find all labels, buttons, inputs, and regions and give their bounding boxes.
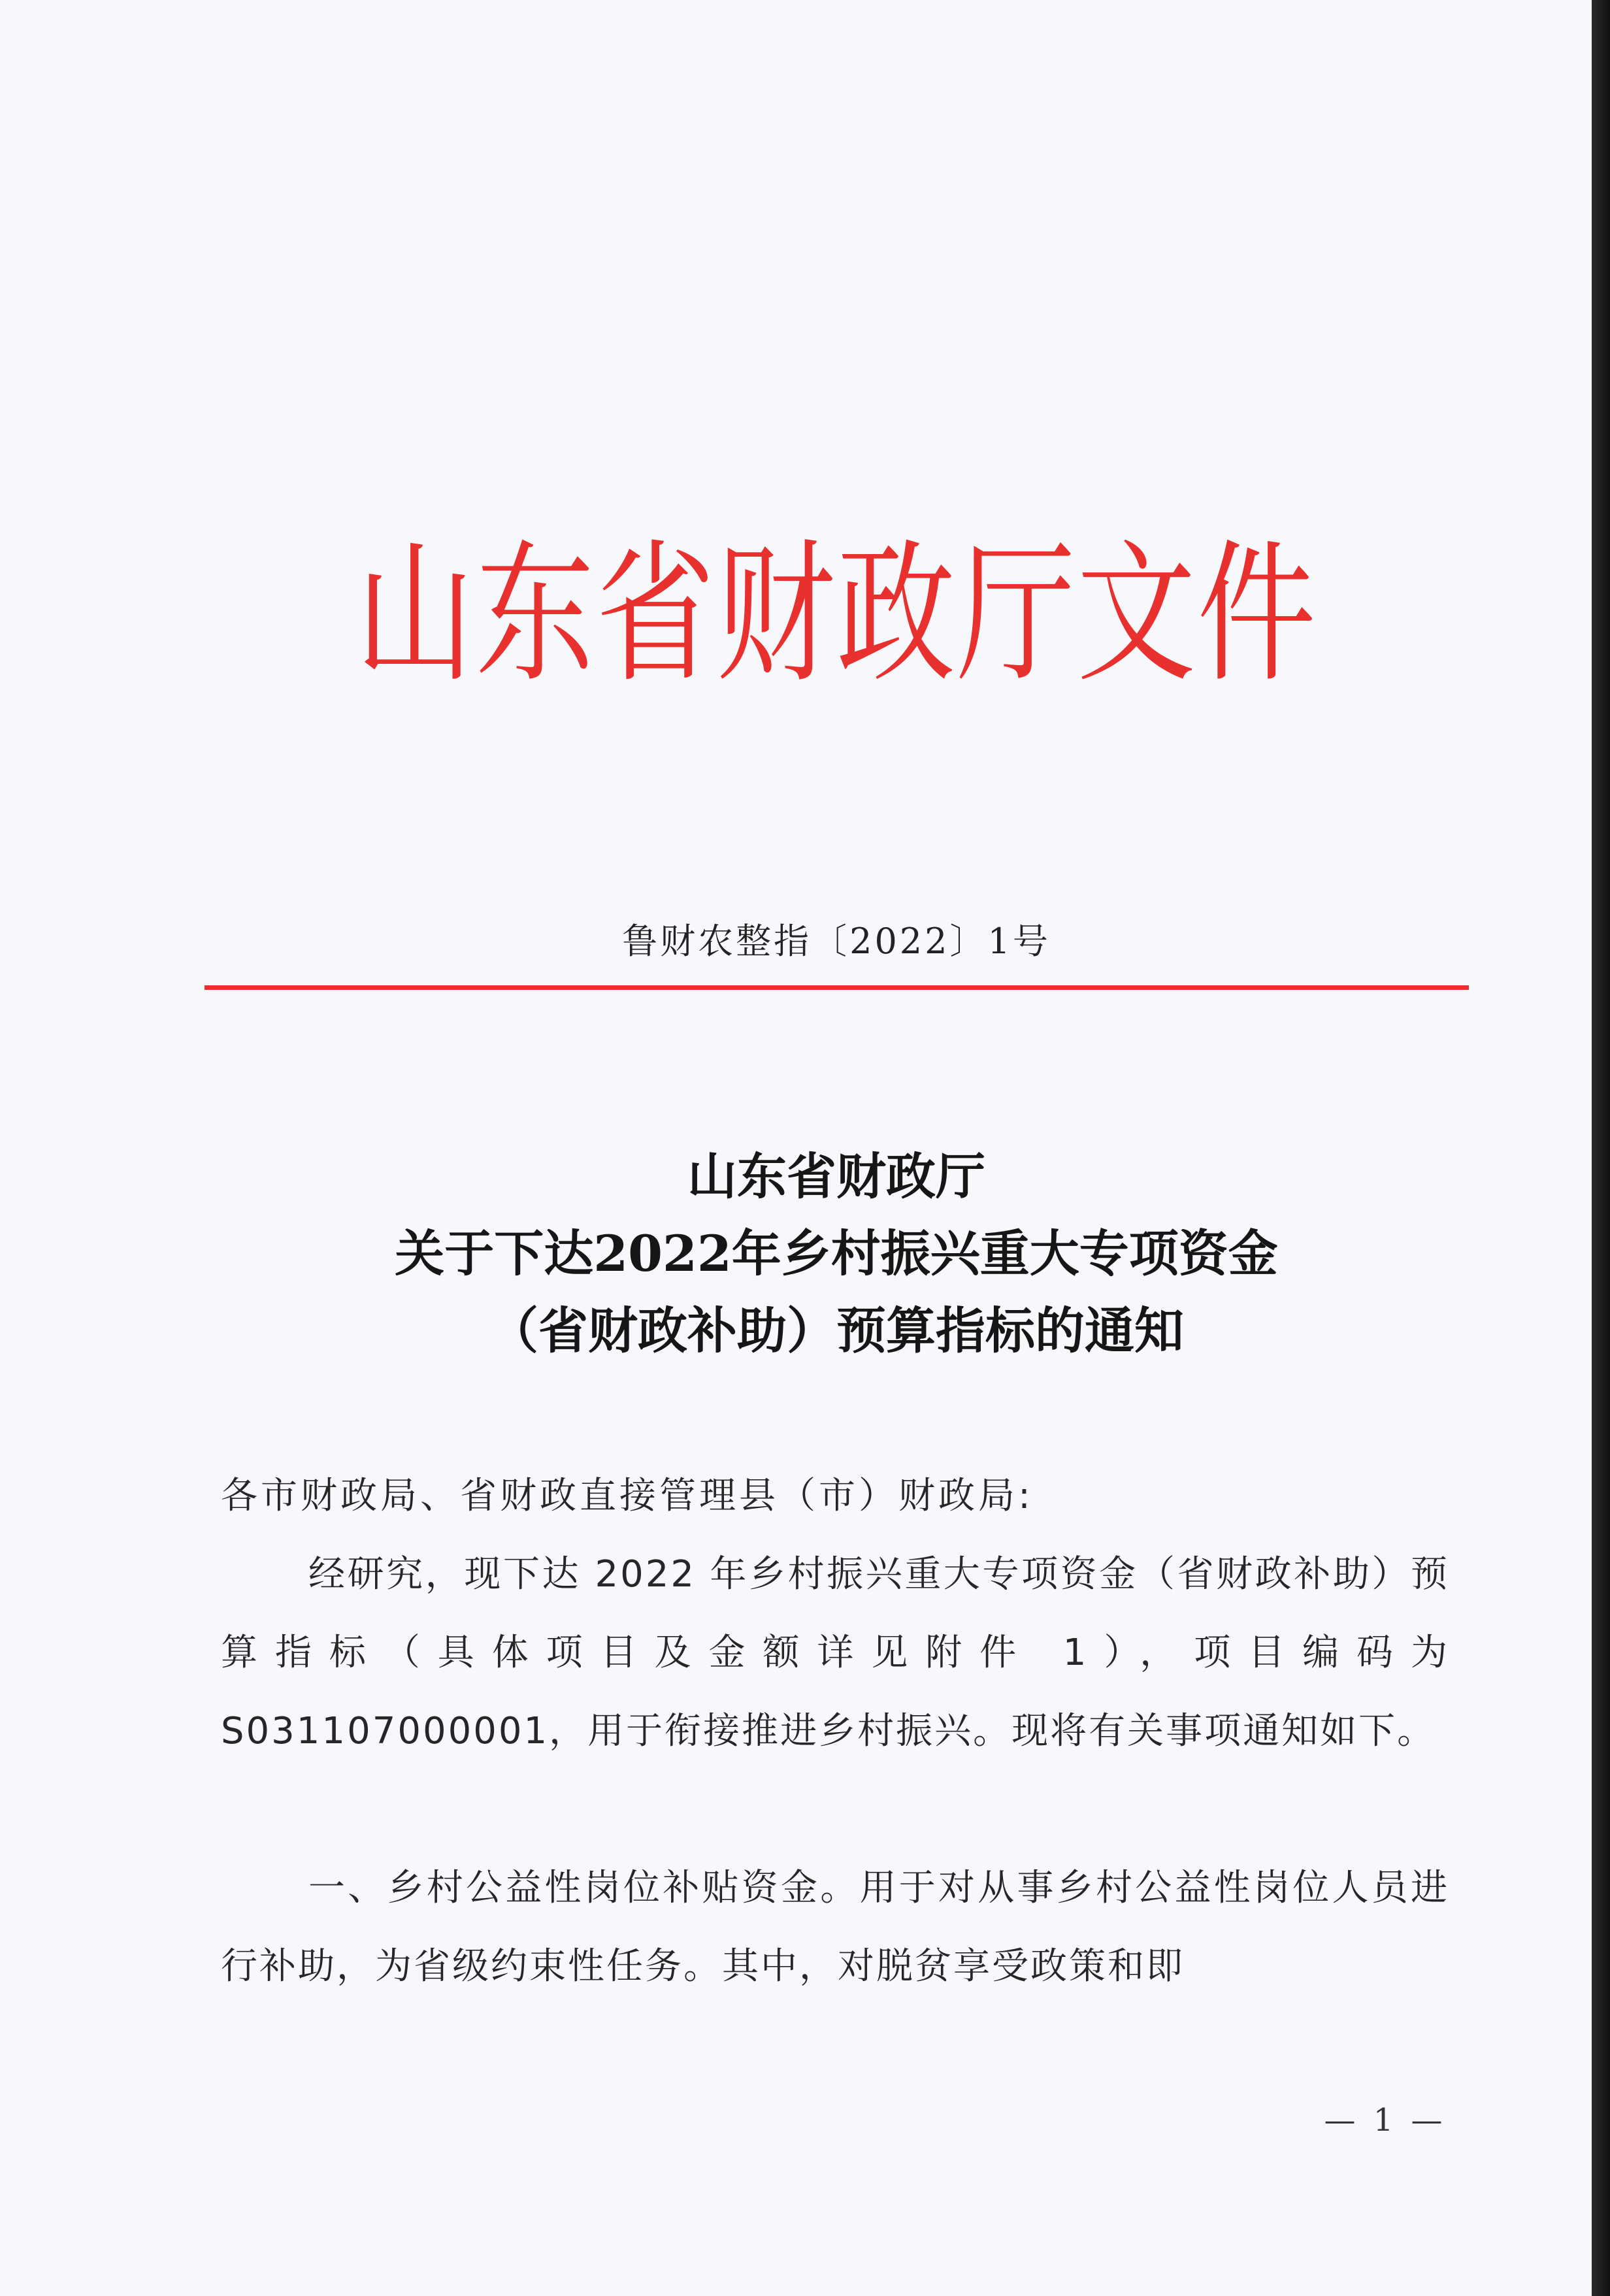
masthead-title: 山东省财政厅文件 bbox=[355, 525, 1317, 703]
red-separator-line bbox=[205, 985, 1469, 990]
title-line-3: （省财政补助）预算指标的通知 bbox=[489, 1302, 1184, 1360]
body-paragraph-2: 一、乡村公益性岗位补贴资金。用于对从事乡村公益性岗位人员进行补助，为省级约束性任务。其中，对脱贫享受政策和即 bbox=[221, 1867, 1449, 1988]
page-number: — 1 — bbox=[1324, 2102, 1447, 2139]
title-line-1: 山东省财政厅 bbox=[687, 1147, 985, 1205]
scan-edge bbox=[1592, 0, 1610, 2296]
title-line-2: 关于下达2022年乡村振兴重大专项资金 bbox=[395, 1224, 1278, 1283]
notice-title bbox=[163, 1138, 1509, 1369]
document-number: 鲁财农整指〔2022〕1号 bbox=[622, 921, 1051, 962]
salutation: 各市财政局、省财政直接管理县（市）财政局: bbox=[221, 1475, 1034, 1517]
body-paragraph-1: 经研究，现下达 2022 年乡村振兴重大专项资金（省财政补助）预算指标（具体项目及金额详见附件 1），项目编码为S031107000001，用于衔接推进乡村振兴。现将有关事项通知如下。 bbox=[221, 1553, 1449, 1752]
